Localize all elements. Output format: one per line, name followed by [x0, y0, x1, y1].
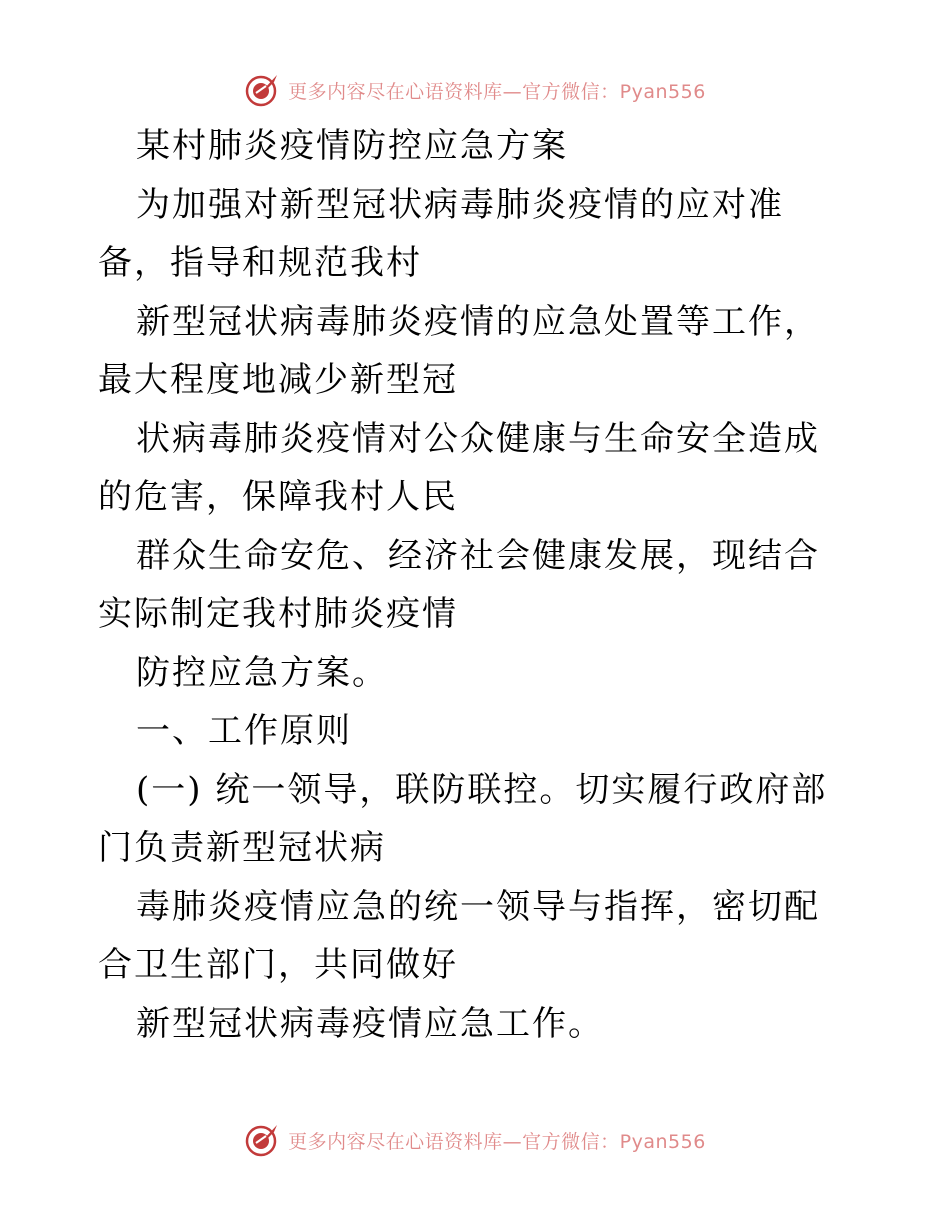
document-title: 某村肺炎疫情防控应急方案 — [136, 126, 568, 166]
paragraph: 为加强对新型冠状病毒肺炎疫情的应对准备，指导和规范我村 — [98, 184, 784, 283]
paragraph: 新型冠状病毒肺炎疫情的应急处置等工作，最大程度地减少新型冠 — [98, 301, 820, 400]
paragraph: 群众生命安危、经济社会健康发展，现结合实际制定我村肺炎疫情 — [98, 535, 820, 634]
paragraph: 新型冠状病毒疫情应急工作。 — [136, 1003, 604, 1044]
watermark-footer — [0, 1120, 950, 1160]
watermark-text: 更多内容尽在心语资料库—官方微信：Pyan556 — [288, 1130, 706, 1153]
paragraph: 防控应急方案。 — [136, 652, 388, 693]
paragraph: (一) 统一领导，联防联控。切实履行政府部门负责新型冠状病 — [98, 769, 828, 868]
paragraph: 状病毒肺炎疫情对公众健康与生命安全造成的危害，保障我村人民 — [98, 418, 820, 517]
quill-logo-icon — [244, 1122, 280, 1158]
watermark-text: 更多内容尽在心语资料库—官方微信：Pyan556 — [288, 80, 706, 103]
section-heading: 一、工作原则 — [136, 711, 352, 751]
quill-logo-icon — [244, 72, 280, 108]
watermark-header — [0, 70, 950, 110]
document-body — [98, 117, 854, 1053]
paragraph: 毒肺炎疫情应急的统一领导与指挥，密切配合卫生部门，共同做好 — [98, 886, 820, 985]
